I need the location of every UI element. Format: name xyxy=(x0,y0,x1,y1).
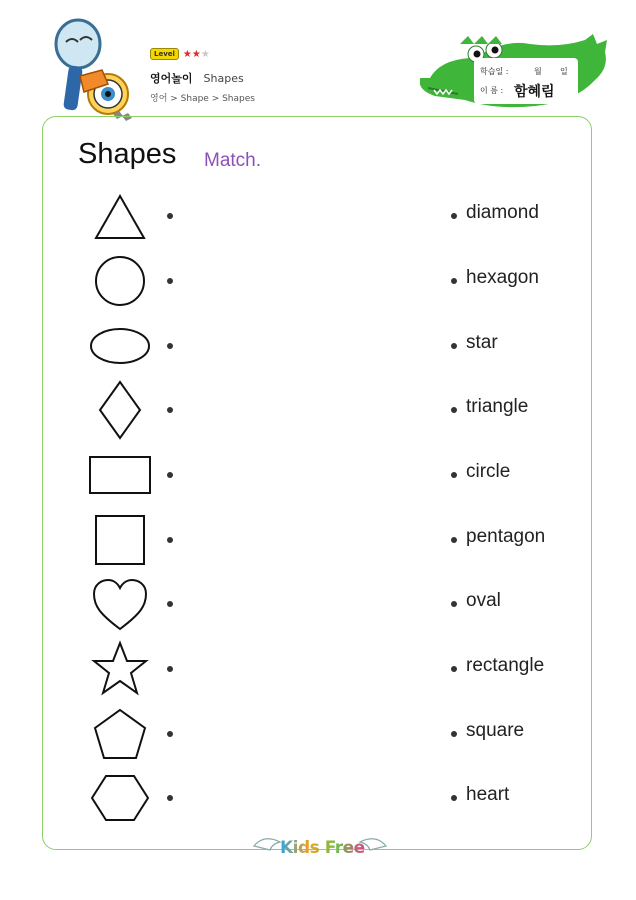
triangle-icon xyxy=(80,186,160,246)
match-dot-right[interactable] xyxy=(451,537,457,543)
difficulty-stars xyxy=(183,49,210,60)
match-row xyxy=(0,186,636,246)
match-word: triangle xyxy=(466,396,529,417)
match-dot-left[interactable] xyxy=(167,666,173,672)
match-dot-left[interactable] xyxy=(167,213,173,219)
square-icon xyxy=(80,510,160,570)
match-word: pentagon xyxy=(466,526,546,547)
category-subtitle: Shapes xyxy=(203,72,244,85)
match-dot-right[interactable] xyxy=(451,407,457,413)
circle-icon xyxy=(80,251,160,311)
match-word: heart xyxy=(466,784,510,805)
match-dot-left[interactable] xyxy=(167,278,173,284)
instruction: Match. xyxy=(204,150,262,171)
page-title: Shapes xyxy=(78,138,177,170)
match-dot-right[interactable] xyxy=(451,731,457,737)
match-dot-left[interactable] xyxy=(167,731,173,737)
match-row xyxy=(0,445,636,505)
diamond-icon xyxy=(80,380,160,440)
match-dot-right[interactable] xyxy=(451,601,457,607)
match-word: diamond xyxy=(466,202,539,223)
match-word: rectangle xyxy=(466,655,545,676)
match-row xyxy=(0,768,636,828)
hexagon-icon xyxy=(80,768,160,828)
study-date-label: 학습일 : xyxy=(480,67,509,76)
name-value: 함혜림 xyxy=(514,84,555,100)
name-label: 이 름 : xyxy=(480,86,504,95)
magnifier-mascot-icon xyxy=(50,14,140,126)
match-dot-right[interactable] xyxy=(451,343,457,349)
rectangle-icon xyxy=(80,445,160,505)
match-word: circle xyxy=(466,461,511,482)
header xyxy=(150,48,255,104)
day-label: 일 xyxy=(560,67,568,76)
match-row xyxy=(0,316,636,376)
match-row xyxy=(0,510,636,570)
match-dot-right[interactable] xyxy=(451,278,457,284)
match-row xyxy=(0,574,636,634)
level-badge: Level xyxy=(150,48,179,60)
pentagon-icon xyxy=(80,704,160,764)
match-word: hexagon xyxy=(466,267,539,288)
match-dot-left[interactable] xyxy=(167,537,173,543)
breadcrumb: 영어 > Shape > Shapes xyxy=(150,94,255,104)
match-dot-left[interactable] xyxy=(167,407,173,413)
level-row xyxy=(150,48,255,60)
star-filled-icon: ★★ xyxy=(182,48,201,60)
match-dot-right[interactable] xyxy=(451,795,457,801)
category-row xyxy=(150,70,255,86)
match-dot-right[interactable] xyxy=(451,472,457,478)
match-word: star xyxy=(466,332,498,353)
logo-text: Kids Free xyxy=(280,838,365,858)
match-dot-left[interactable] xyxy=(167,343,173,349)
star-icon xyxy=(80,639,160,699)
month-label: 월 xyxy=(534,67,542,76)
kidsfree-logo xyxy=(280,838,365,858)
match-row xyxy=(0,704,636,764)
match-row xyxy=(0,639,636,699)
oval-icon xyxy=(80,316,160,376)
match-dot-left[interactable] xyxy=(167,795,173,801)
match-dot-left[interactable] xyxy=(167,472,173,478)
category-title: 영어놀이 xyxy=(150,72,193,85)
match-dot-right[interactable] xyxy=(451,666,457,672)
match-word: square xyxy=(466,720,525,741)
heart-icon xyxy=(80,574,160,634)
name-box xyxy=(474,58,578,104)
match-word: oval xyxy=(466,590,501,611)
match-dot-right[interactable] xyxy=(451,213,457,219)
match-row xyxy=(0,380,636,440)
star-empty-icon: ★ xyxy=(200,48,210,60)
match-row xyxy=(0,251,636,311)
match-dot-left[interactable] xyxy=(167,601,173,607)
